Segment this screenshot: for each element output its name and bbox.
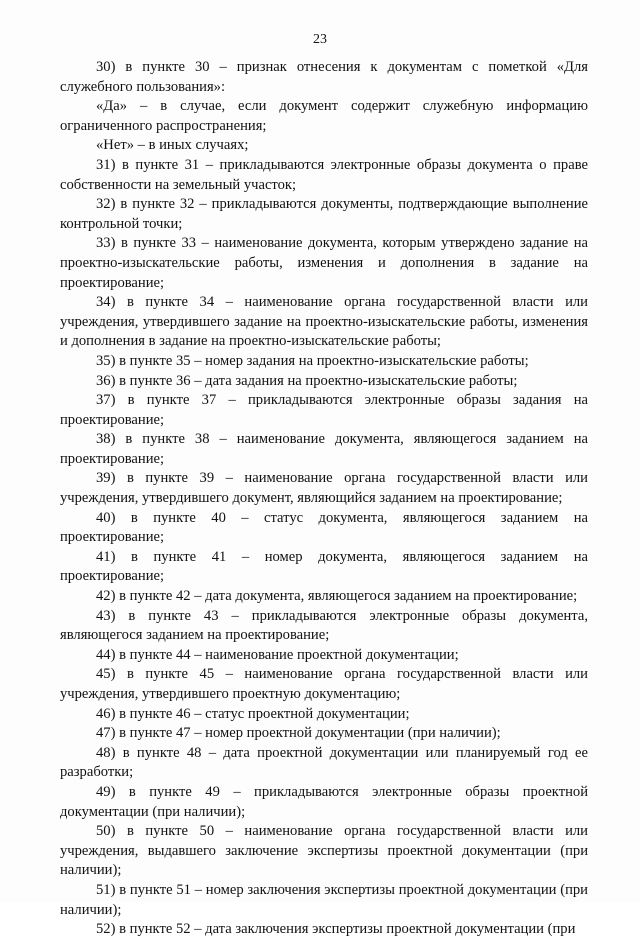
paragraph: 46) в пункте 46 – статус проектной документации;: [96, 705, 410, 722]
page-number: 23: [313, 32, 327, 47]
paragraph: 38) в пункте 38 – наименование документа, являющегося заданием на проектирование;: [60, 431, 588, 467]
paragraph: 50) в пункте 50 – наименование органа государственной власти или учреждения, выдавшего заключение экспертизы проектной документации (при наличии);: [60, 823, 588, 879]
paragraph: 48) в пункте 48 – дата проектной документации или планируемый год ее разработки;: [60, 744, 588, 781]
paragraph: 43) в пункте 43 – прикладываются электронные образы документа, являющегося заданием на проектирование;: [60, 607, 588, 644]
paragraph: 51) в пункте 51 – номер заключения экспертизы проектной документации (при наличии);: [60, 881, 588, 918]
paragraph: 40) в пункте 40 – статус документа, являющегося заданием на проектирование;: [60, 509, 588, 546]
paragraph: 41) в пункте 41 – номер документа, являющегося заданием на проектирование;: [60, 548, 588, 585]
paragraph: 30) в пункте 30 – признак отнесения к документам с пометкой «Для служебного пользования»:: [60, 59, 588, 95]
paragraph: 36) в пункте 36 – дата задания на проектно-изыскательские работы;: [96, 372, 518, 389]
paragraph: 47) в пункте 47 – номер проектной документации (при наличии);: [96, 725, 501, 742]
paragraph: 37) в пункте 37 – прикладываются электронные образы задания на проектирование;: [60, 392, 588, 428]
paragraph: «Да» – в случае, если документ содержит служебную информацию ограниченного распространения;: [60, 98, 588, 134]
paragraph: 35) в пункте 35 – номер задания на проектно-изыскательские работы;: [96, 352, 529, 369]
paragraph: 39) в пункте 39 – наименование органа государственной власти или учреждения, утвердившего документ, являющийся заданием на проектирование;: [60, 470, 588, 507]
paragraph: 42) в пункте 42 – дата документа, являющегося заданием на проектирование;: [96, 588, 578, 605]
paragraph: «Нет» – в иных случаях;: [96, 137, 249, 154]
paragraph: 31) в пункте 31 – прикладываются электронные образы документа о праве собственности на земельный участок;: [60, 156, 588, 193]
paragraph: 52) в пункте 52 – дата заключения экспертизы проектной документации (при: [96, 921, 576, 938]
paragraph: 44) в пункте 44 – наименование проектной документации;: [96, 646, 459, 663]
paragraph: 49) в пункте 49 – прикладываются электронные образы проектной документации (при наличии);: [60, 783, 588, 820]
document-body: [60, 58, 588, 940]
paragraph: 33) в пункте 33 – наименование документа, которым утверждено задание на проектно-изыскательские работы, изменения и дополнения в задание на проектирование;: [60, 235, 588, 291]
paragraph: 45) в пункте 45 – наименование органа государственной власти или учреждения, утвердившего проектную документацию;: [60, 666, 588, 702]
paragraph: 34) в пункте 34 – наименование органа государственной власти или учреждения, утвердившего задание на проектно-изыскательские работы, изменения и дополнения в задание на проектно-изыскательские работы;: [60, 294, 588, 350]
paragraph: 32) в пункте 32 – прикладываются документы, подтверждающие выполнение контрольной точки;: [60, 196, 588, 232]
